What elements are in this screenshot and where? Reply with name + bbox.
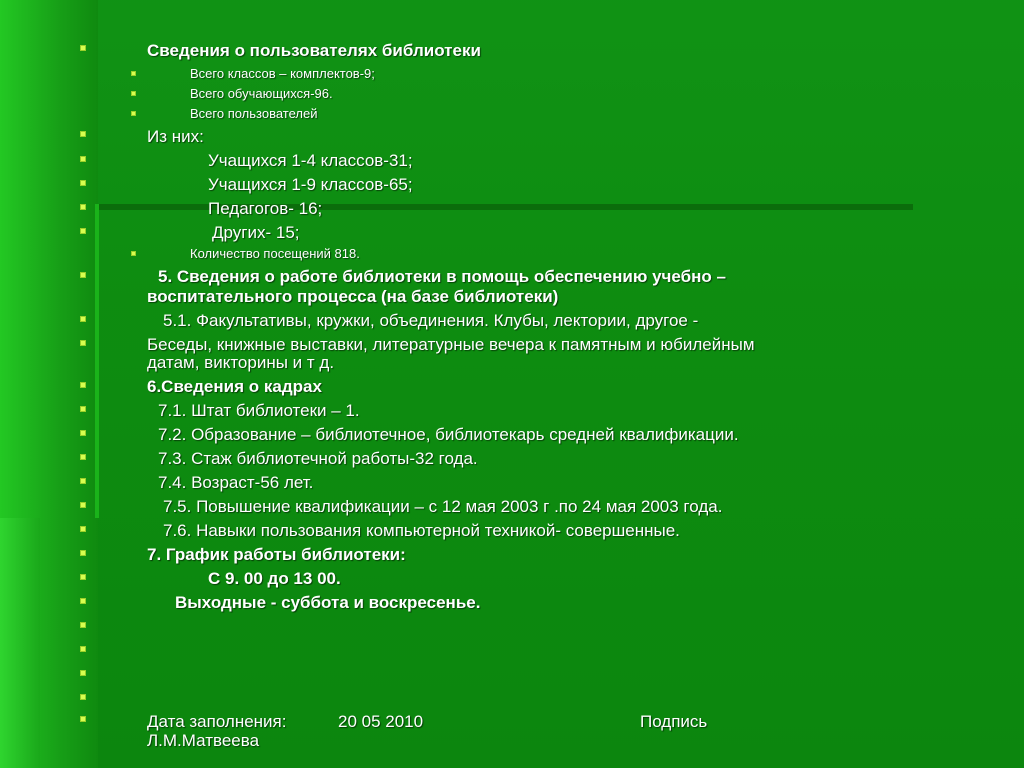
text-line: 5.1. Факультативы, кружки, объединения. Клубы, лектории, другое - xyxy=(163,311,699,330)
signature-label: Подпись xyxy=(640,712,708,731)
text-line: Учащихся 1-9 классов-65; xyxy=(208,175,413,194)
bullet-icon xyxy=(80,598,86,604)
bullet-icon xyxy=(80,478,86,484)
text-line: Выходные - суббота и воскресенье. xyxy=(175,593,481,612)
fill-date-value: 20 05 2010 xyxy=(338,712,424,731)
fill-date-label: Дата заполнения: xyxy=(147,712,287,731)
bullet-icon xyxy=(131,251,136,256)
section-heading-work-cont: воспитательного процесса (на базе библиотеки) xyxy=(147,287,559,306)
bullet-icon xyxy=(80,622,86,628)
bullet-icon xyxy=(80,694,86,700)
bullet-icon xyxy=(80,454,86,460)
text-line: Учащихся 1-4 классов-31; xyxy=(208,151,413,170)
bullet-icon xyxy=(80,406,86,412)
bullet-icon xyxy=(80,382,86,388)
bullet-icon xyxy=(80,340,86,346)
section-heading-staff: 6.Сведения о кадрах xyxy=(147,377,322,396)
text-line: 7.4. Возраст-56 лет. xyxy=(158,473,314,492)
section-heading-schedule: 7. График работы библиотеки: xyxy=(147,545,406,564)
text-line: С 9. 00 до 13 00. xyxy=(208,569,341,588)
bullet-icon xyxy=(80,180,86,186)
bullet-icon xyxy=(80,131,86,137)
bullet-icon xyxy=(80,550,86,556)
bullet-icon xyxy=(80,502,86,508)
bullet-icon xyxy=(80,228,86,234)
bullet-icon xyxy=(80,272,86,278)
text-line: Из них: xyxy=(147,127,204,146)
bullet-icon xyxy=(80,716,86,722)
text-line: Количество посещений 818. xyxy=(190,246,360,261)
bullet-icon xyxy=(80,316,86,322)
section-heading-users: Сведения о пользователях библиотеки xyxy=(147,41,481,60)
bullet-icon xyxy=(80,574,86,580)
text-line: Всего пользователей xyxy=(190,106,318,121)
text-line: 7.5. Повышение квалификации – с 12 мая 2003 г .по 24 мая 2003 года. xyxy=(163,497,723,516)
text-line: Всего классов – комплектов-9; xyxy=(190,66,375,81)
text-line: 7.3. Стаж библиотечной работы-32 года. xyxy=(158,449,478,468)
text-line: Беседы, книжные выставки, литературные вечера к памятным и юбилейным xyxy=(147,335,755,354)
bullet-icon xyxy=(80,156,86,162)
bullet-icon xyxy=(131,91,136,96)
text-line: 7.6. Навыки пользования компьютерной техникой- совершенные. xyxy=(163,521,680,540)
section-heading-work: 5. Сведения о работе библиотеки в помощь обеспечению учебно – xyxy=(158,267,726,286)
text-line: 7.1. Штат библиотеки – 1. xyxy=(158,401,360,420)
bullet-icon xyxy=(131,111,136,116)
bullet-icon xyxy=(131,71,136,76)
bullet-icon xyxy=(80,646,86,652)
text-line: 7.2. Образование – библиотечное, библиотекарь средней квалификации. xyxy=(158,425,739,444)
bullet-icon xyxy=(80,45,86,51)
bullet-icon xyxy=(80,670,86,676)
text-line: Всего обучающихся-96. xyxy=(190,86,333,101)
bullet-icon xyxy=(80,204,86,210)
text-line: Педагогов- 16; xyxy=(208,199,323,218)
bullet-icon xyxy=(80,430,86,436)
text-line: Других- 15; xyxy=(212,223,300,242)
signatory-name: Л.М.Матвеева xyxy=(147,731,260,750)
text-line: датам, викторины и т д. xyxy=(147,353,335,372)
bullet-icon xyxy=(80,526,86,532)
